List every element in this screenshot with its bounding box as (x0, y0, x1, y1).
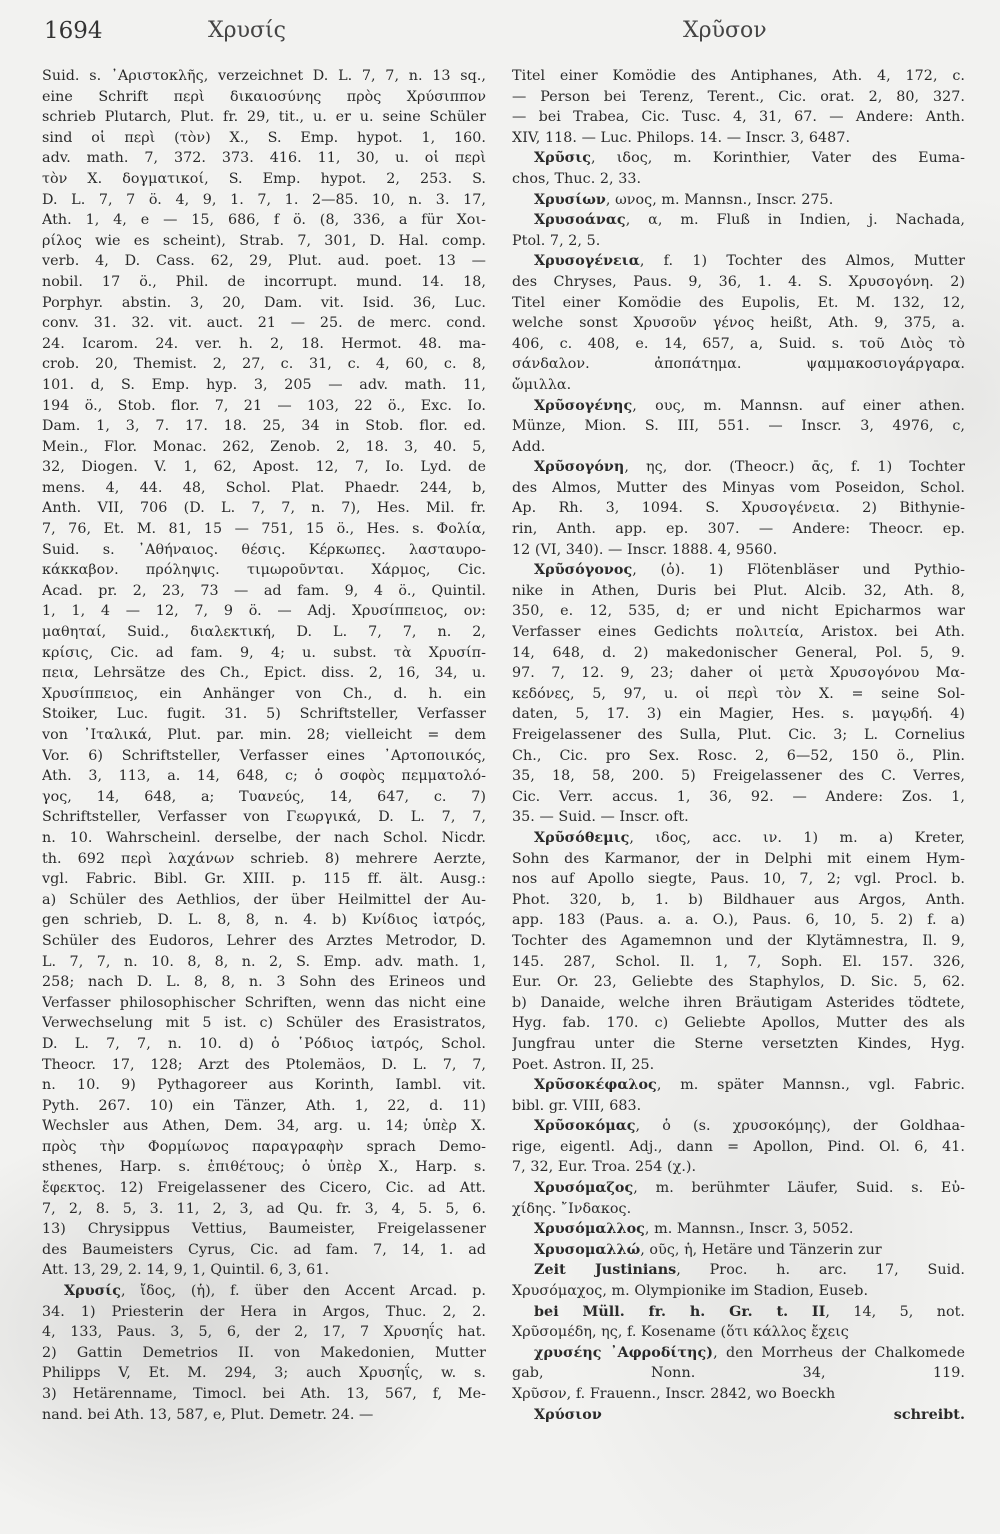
entry-headword-line: Χρυσόμαζος, m. berühmter Läufer, Suid. s. Εὐ- (534, 1180, 965, 1197)
text-line: sind οἱ περὶ (τὸν) X., S. Emp. hypot. 1, 160. (42, 129, 486, 146)
headword: Χρυσοάνας (534, 212, 626, 229)
text-line: Χρῦσον, f. Frauenn., Inscr. 2842, wo Boeckh (512, 1386, 836, 1402)
text-line: Ath. 1, 4, e — 15, 686, f ö. (8, 336, a für Χοι- (42, 212, 486, 229)
text-line: th. 692 περὶ λαχάνων schrieb. 8) mehrere Aerzte, (42, 850, 486, 867)
text-line: Suid. s. ᾿Αθήναιος. θέσις. Κέρκωπες. λασταυρο- (42, 541, 486, 558)
entry-headword-line: Χρῦσογένης, ους, m. Mannsn. auf einer athen. (534, 397, 965, 414)
text-line: Pyth. 267. 10) ein Tänzer, Ath. 1, 22, d. 11) (42, 1097, 486, 1114)
text-line: Verwechselung mit 5 ist. c) Schüler des Erasistratos, (42, 1015, 486, 1032)
text-line: σάνδαλον. ἀποπάτημα. ψαμμακοσιογάργαρα. (512, 356, 965, 373)
text-line: a) Schüler des Aethlios, der über Heilmittel der Au- (42, 891, 486, 908)
left-guide-word: Χρυσίς (208, 18, 286, 43)
text-line: χίδης. ῎Ινδακος. (512, 1200, 632, 1217)
entry-headword-line: χρυσέης ᾿Αφροδίτης), den Morrheus der Chalkomede (534, 1344, 965, 1361)
text-line: adv. math. 7, 372. 373. 416. 11, 30, u. οἱ περὶ (42, 150, 486, 167)
text-line: 3) Hetärenname, Timocl. bei Ath. 13, 567, f, Me- (42, 1386, 486, 1402)
text-line: Tochter des Agamemnon und der Klytämnestra, Il. 9, (512, 932, 965, 949)
text-line: sthenes, Harp. s. ἐπιθέτους; ὁ ὑπὲρ X., Harp. s. (42, 1159, 486, 1176)
text-line: D. L. 7, 7 ö. 4, 9, 1. 7, 1. 2—85. 10, n. 3. 17, (42, 191, 486, 208)
text-line: 101. d, S. Emp. hyp. 3, 205 — adv. math. 11, (42, 376, 486, 393)
text-line: von ᾿Ιταλικά, Plut. par. min. 28; vielleicht = dem (42, 727, 486, 743)
text-line: gen schrieb, D. L. 8, 8, n. 4. b) Κνίδιος ἰατρός, (42, 912, 486, 929)
text-line: 406, c. 408, e. 14, 657, a, Suid. s. τοῦ Διὸς τὸ (512, 335, 965, 352)
entry-headword-line: Χρῦσόγονος, (ὁ). 1) Flötenbläser und Pythio- (534, 562, 965, 579)
running-header (0, 14, 1000, 54)
text-line: ρίλος wie es scheint), Strab. 7, 301, D. Hal. comp. (42, 232, 486, 249)
text-line: 97. 7, 12. 9, 23; daher οἱ μετὰ Χρυσογόνου Μα- (512, 665, 965, 682)
text-line: n. 10. 9) Pythagoreer aus Korinth, Iambl. vit. (42, 1077, 486, 1094)
text-line: Hyg. fab. 170. c) Geliebte Apollos, Mutter des als (512, 1015, 965, 1032)
text-line: schrieb Plutarch, Plut. fr. 29, tit., u. er u. seine Schüler (42, 109, 486, 126)
entry-headword-line: Χρυσίς, ἴδος, (ἡ), f. über den Accent Arcad. p. (64, 1283, 486, 1300)
headword: Χρυσομαλλώ (534, 1241, 641, 1258)
text-line: Freigelassener des Sulla, Plut. Cic. 3; L. Cornelius (512, 727, 965, 743)
text-line: κεδόνες, 5, 97, u. οἱ περὶ τὸν X. = seine Sol- (512, 685, 965, 702)
text-line: 1, 1, 4 — 12, 7, 9 ö. — Adj. Χρυσίππειος, ον: (42, 603, 486, 620)
text-line: app. 183 (Paus. a. a. O.), Paus. 6, 10, 5. 2) f. a) (512, 912, 965, 929)
headword: Χρῦσογόνη (534, 459, 625, 476)
entry-headword-line: Χρυσοάνας, α, m. Fluß in Indien, j. Nachada, (534, 212, 965, 229)
text-line: Dam. 1, 3, 7. 17. 18. 25, 34 in Stob. flor. ed. (42, 418, 486, 435)
text-line: — bei Trabea, Cic. Tusc. 4, 31, 67. — Andere: Anth. (512, 109, 965, 126)
text-line: des Almos, Mutter des Minyas vom Poseidon, Schol. (512, 479, 965, 496)
text-line: des Chryses, Paus. 9, 36, 1. 4. S. Χρυσογόνη. 2) (512, 273, 965, 290)
text-line: Münze, Mion. S. III, 551. — Inscr. 3, 4976, c, (512, 418, 965, 435)
headword: Χρυσόμαλλος (534, 1221, 645, 1238)
text-line: Poet. Astron. II, 25. (512, 1056, 655, 1073)
text-line: ἔφεκτος. 12) Freigelassener des Cicero, Cic. ad Att. (42, 1180, 486, 1197)
text-line: Phot. 320, b, 1. b) Bildhauer aus Argos, Anth. (512, 891, 965, 908)
text-line: n. 10. Wahrscheinl. derselbe, der nach Schol. Nicdr. (42, 829, 486, 846)
text-line: Sohn des Karmanor, der in Delphi mit einem Hym- (512, 850, 965, 867)
entry-headword-line: Χρῦσοκόμας, ὁ (s. χρυσοκόμης), der Goldhaa- (534, 1118, 965, 1135)
text-line: 24. Icarom. 24. ver. h. 2, 18. Hermot. 48. ma- (42, 335, 486, 352)
text-line: μαθηταί, Suid., διαλεκτική, D. L. 7, 7, n. 2, (42, 624, 486, 641)
headword: Χρύσιον schreibt. (534, 1406, 965, 1423)
entry-headword-line: Χρῦσοκέφαλος, m. später Mannsn., vgl. Fabric. (534, 1077, 965, 1094)
text-line: Theocr. 17, 128; Arzt des Ptolemäos, D. L. 7, 7, (42, 1056, 486, 1073)
entry-headword-line (512, 1405, 965, 1426)
text-line: κρίσις, Cic. ad fam. 9, 4; u. subst. τὰ Χρυσίπ- (42, 644, 486, 661)
entry-headword-line: Χρυσόμαλλος, m. Mannsn., Inscr. 3, 5052. (534, 1221, 854, 1238)
text-line: Ch., Cic. pro Sex. Rosc. 2, 6—52, 150 ö., Plin. (512, 747, 965, 764)
right-guide-word: Χρῦσον (683, 18, 767, 43)
text-line: L. 7, 7, n. 10. 8, 8, n. 2, S. Emp. adv. math. 1, (42, 953, 486, 970)
headword: Χρυσογένεια (534, 253, 640, 270)
text-line: γος, 14, 648, a; Τυανεύς, 14, 647, c. 7) (42, 788, 486, 805)
text-line: 194 ö., Stob. flor. 7, 21 — 103, 22 ö., Exc. Io. (42, 397, 486, 414)
text-line: 12 (VI, 340). — Inscr. 1888. 4, 9560. (512, 541, 778, 558)
text-line: vgl. Fabric. Bibl. Gr. XIII. p. 115 ff. ält. Ausg.: (42, 871, 486, 888)
text-line: Philipps V, Et. M. 294, 3; auch Χρυσηΐς, w. s. (42, 1365, 486, 1382)
text-line: Cic. Verr. accus. 1, 36, 92. — Andere: Zos. 1, (512, 788, 965, 805)
text-line: chos, Thuc. 2, 33. (512, 170, 642, 187)
entry-headword-line: Χρυσογένεια, f. 1) Tochter des Almos, Mutter (534, 253, 965, 270)
headword: Χρυσόμαζος (534, 1180, 634, 1197)
text-line: rin, Anth. app. ep. 307. — Andere: Theocr. ep. (512, 521, 965, 538)
text-line: 13) Chrysippus Vettius, Baumeister, Freigelassener (42, 1221, 486, 1238)
left-text-column (42, 66, 486, 1425)
headword: Χρῦσοκόμας (534, 1118, 636, 1135)
text-line: 2) Gattin Demetrios II. von Makedonien, Mutter (42, 1344, 486, 1361)
headword: Χρῦσόθεμις (534, 829, 630, 846)
text-line: nobil. 17 ö., Phil. de incorrupt. mund. 14. 18, (42, 273, 486, 290)
text-line: τὸν X. δογματικοί, S. Emp. hypot. 2, 253. S. (42, 170, 486, 187)
text-line: nand. bei Ath. 13, 587, e, Plut. Demetr. 24. — (42, 1406, 374, 1423)
text-line: Schüler des Eudoros, Lehrer des Arztes Metrodor, D. (42, 932, 486, 949)
headword: Χρυσίς (64, 1283, 121, 1300)
text-line: Stoiker, Luc. fugit. 31. 5) Schriftsteller, Verfasser (42, 706, 486, 723)
text-line: ὤμιλλα. (512, 376, 572, 393)
text-line: Vor. 6) Schriftsteller, Verfasser eines ᾿Αρτοποιικός, (42, 747, 486, 764)
text-line: des Baumeisters Cyrus, Cic. ad fam. 7, 14, 1. ad (42, 1241, 486, 1258)
text-line: Χρῦσομέδη, ης, f. Kosename (ὅτι κάλλος ἔχεις (512, 1324, 849, 1341)
entry-headword-line: Χρῦσόθεμις, ιδος, acc. ιν. 1) m. a) Kreter, (534, 829, 965, 846)
text-line: κάκκαβον. πρόληψις. τιμωροῦνται. Χάρμος, Cic. (42, 562, 486, 579)
text-line: Χρυσίππειος, ein Anhänger von Ch., d. h. ein (42, 685, 486, 702)
text-line: 14, 648, d. 2) makedonischer General, Pol. 5, 9. (512, 644, 965, 661)
text-line: 32, Diogen. V. 1, 62, Apost. 12, 7, Io. Lyd. de (42, 459, 486, 476)
text-line: Mein., Flor. Monac. 262, Zenob. 2, 18. 3, 40. 5, (42, 438, 486, 455)
text-line: 258; nach D. L. 8, 8, n. 3 Sohn des Erineos und (42, 974, 486, 991)
text-line: Titel einer Komödie des Antiphanes, Ath. 4, 172, c. (512, 68, 965, 84)
text-line: welche sonst Χρυσοῦν γένος heißt, Ath. 9, 375, a. (512, 315, 965, 332)
text-line: 145. 287, Schol. Il. 1, 7, Soph. El. 157. 326, (512, 953, 965, 970)
entry-headword-line: Χρυσομαλλώ, οῦς, ἡ, Hetäre und Tänzerin zur (534, 1241, 882, 1258)
headword: χρυσέης ᾿Αφροδίτης) (534, 1344, 714, 1361)
entry-headword-line: Χρυσίων, ωνος, m. Mannsn., Inscr. 275. (534, 191, 834, 208)
entry-headword-line: bei Müll. fr. h. Gr. t. II, 14, 5, not. (534, 1303, 965, 1320)
text-line: b) Danaide, welche ihren Bräutigam Asterides tödtete, (512, 994, 965, 1011)
text-line: Titel einer Komödie des Eupolis, Et. M. 132, 12, (512, 294, 965, 311)
text-line: 7, 32, Eur. Troa. 254 (χ.). (512, 1159, 697, 1176)
text-line: Verfasser eines Gedichts πολιτεία, Aristox. bei Ath. (512, 624, 965, 641)
text-line: nos auf Apollo siegte, Paus. 10, 7, 2; vgl. Procl. b. (512, 871, 965, 888)
text-line: eine Schrift περὶ δικαιοσύνης πρὸς Χρύσιππον (42, 88, 486, 105)
text-line: — Person bei Terenz, Terent., Cic. orat. 2, 80, 327. (512, 88, 965, 105)
text-line: Add. (512, 438, 546, 455)
text-line: Eur. Or. 23, Geliebte des Staphylos, D. Sic. 5, 62. (512, 974, 965, 991)
headword: Zeit Justinians (534, 1262, 677, 1279)
headword: Χρῦσοκέφαλος (534, 1077, 657, 1094)
text-line: Suid. s. ᾿Αριστοκλῆς, verzeichnet D. L. 7, 7, n. 13 sq., (42, 68, 486, 84)
text-line: Schriftsteller, Verfasser von Γεωργικά, D. L. 7, 7, (42, 809, 486, 826)
text-line: πεια, Lehrsätze des Ch., Epict. diss. 2, 16, 34, u. (42, 665, 486, 682)
headword: bei Müll. fr. h. Gr. t. II (534, 1303, 826, 1320)
headword: Χρυσίων (534, 191, 606, 208)
text-line: 35, 18, 58, 200. 5) Freigelassener des C. Verres, (512, 768, 965, 785)
headword: Χρῦσις (534, 150, 591, 167)
entry-headword-line: Χρῦσις, ιδος, m. Korinthier, Vater des Euma- (534, 150, 965, 167)
text-line: 35. — Suid. — Inscr. oft. (512, 809, 689, 826)
text-line: Att. 13, 29, 2. 14, 9, 1, Quintil. 6, 3, 61. (42, 1262, 330, 1279)
text-line: Χρυσόμαχος, m. Olympionike im Stadion, Euseb. (512, 1283, 869, 1300)
text-line: gab, Nonn. 34, 119. (512, 1365, 965, 1382)
text-line: conv. 31. 32. vit. auct. 21 — 25. de merc. cond. (42, 315, 486, 332)
text-line: XIV, 118. — Luc. Philops. 14. — Inscr. 3, 6487. (512, 129, 851, 146)
text-line: 350, e. 12, 535, d; er und nicht Epicharmos war (512, 603, 965, 620)
entry-headword-line: Zeit Justinians, Proc. h. arc. 17, Suid. (534, 1262, 965, 1279)
text-line: crob. 20, Themist. 2, 27, c. 31, c. 4, 60, c. 8, (42, 356, 486, 373)
text-line: Ath. 3, 113, a. 14, 648, c; ὁ σοφὸς πεμματολό- (42, 768, 486, 785)
text-line: 7, 76, Et. M. 81, 15 — 751, 15 ö., Hes. s. Φολία, (42, 521, 486, 538)
text-line: πρὸς τὴν Φορμίωνος παραγραφὴν sprach Demo- (42, 1138, 486, 1155)
text-line: mens. 4, 44. 48, Schol. Plat. Phaedr. 244, b, (42, 479, 486, 496)
headword: Χρῦσογένης (534, 397, 633, 414)
text-line: 4, 133, Paus. 3, 5, 6, der 2, 17, 7 Χρυσηΐς hat. (42, 1324, 486, 1341)
right-text-column (512, 66, 965, 1425)
text-line: 34. 1) Priesterin der Hera in Argos, Thuc. 2, 2. (42, 1303, 486, 1320)
text-line: bibl. gr. VIII, 683. (512, 1097, 642, 1114)
entry-headword-line: Χρῦσογόνη, ης, dor. (Theocr.) ᾱς, f. 1) Tochter (534, 459, 965, 476)
text-line: rige, eigentl. Adj., dann = Apollon, Pind. Ol. 6, 41. (512, 1138, 965, 1155)
text-line: Porphyr. abstin. 3, 20, Dam. vit. Isid. 36, Luc. (42, 294, 486, 311)
text-line: Acad. pr. 2, 23, 73 — ad fam. 9, 4 ö., Quintil. (42, 582, 486, 599)
text-line: 7, 2, 8. 5, 3. 11, 2, 3, ad Qu. fr. 3, 4, 5. 5, 6. (42, 1200, 486, 1217)
text-line: Wechsler aus Athen, Dem. 34, arg. u. 14; ὑπὲρ X. (42, 1118, 486, 1135)
text-line: Verfasser philosophischer Schriften, wenn das nicht eine (42, 994, 486, 1011)
text-line: Anth. VII, 706 (D. L. 7, 7, n. 7), Hes. Mil. fr. (42, 500, 486, 517)
text-line: Ptol. 7, 2, 5. (512, 232, 601, 249)
page-number: 1694 (44, 18, 103, 44)
text-line: Ap. Rh. 3, 1094. S. Χρυσογένεια. 2) Bithynie- (512, 500, 965, 517)
text-line: daten, 5, 17. 3) ein Magier, Hes. s. μαγῳδή. 4) (512, 706, 965, 723)
text-line: nike in Athen, Duris bei Plut. Alcib. 32, Ath. 8, (512, 582, 965, 599)
text-line: Jungfrau unter die Sterne versetzten Kindes, Hyg. (512, 1035, 965, 1052)
text-line: verb. 4, D. Cass. 62, 29, Plut. aud. poet. 13 — (42, 253, 486, 270)
text-line: D. L. 7, 7, n. 10. d) ὁ ῾Ρόδιος ἰατρός, Schol. (42, 1035, 486, 1052)
headword: Χρῦσόγονος (534, 562, 633, 579)
